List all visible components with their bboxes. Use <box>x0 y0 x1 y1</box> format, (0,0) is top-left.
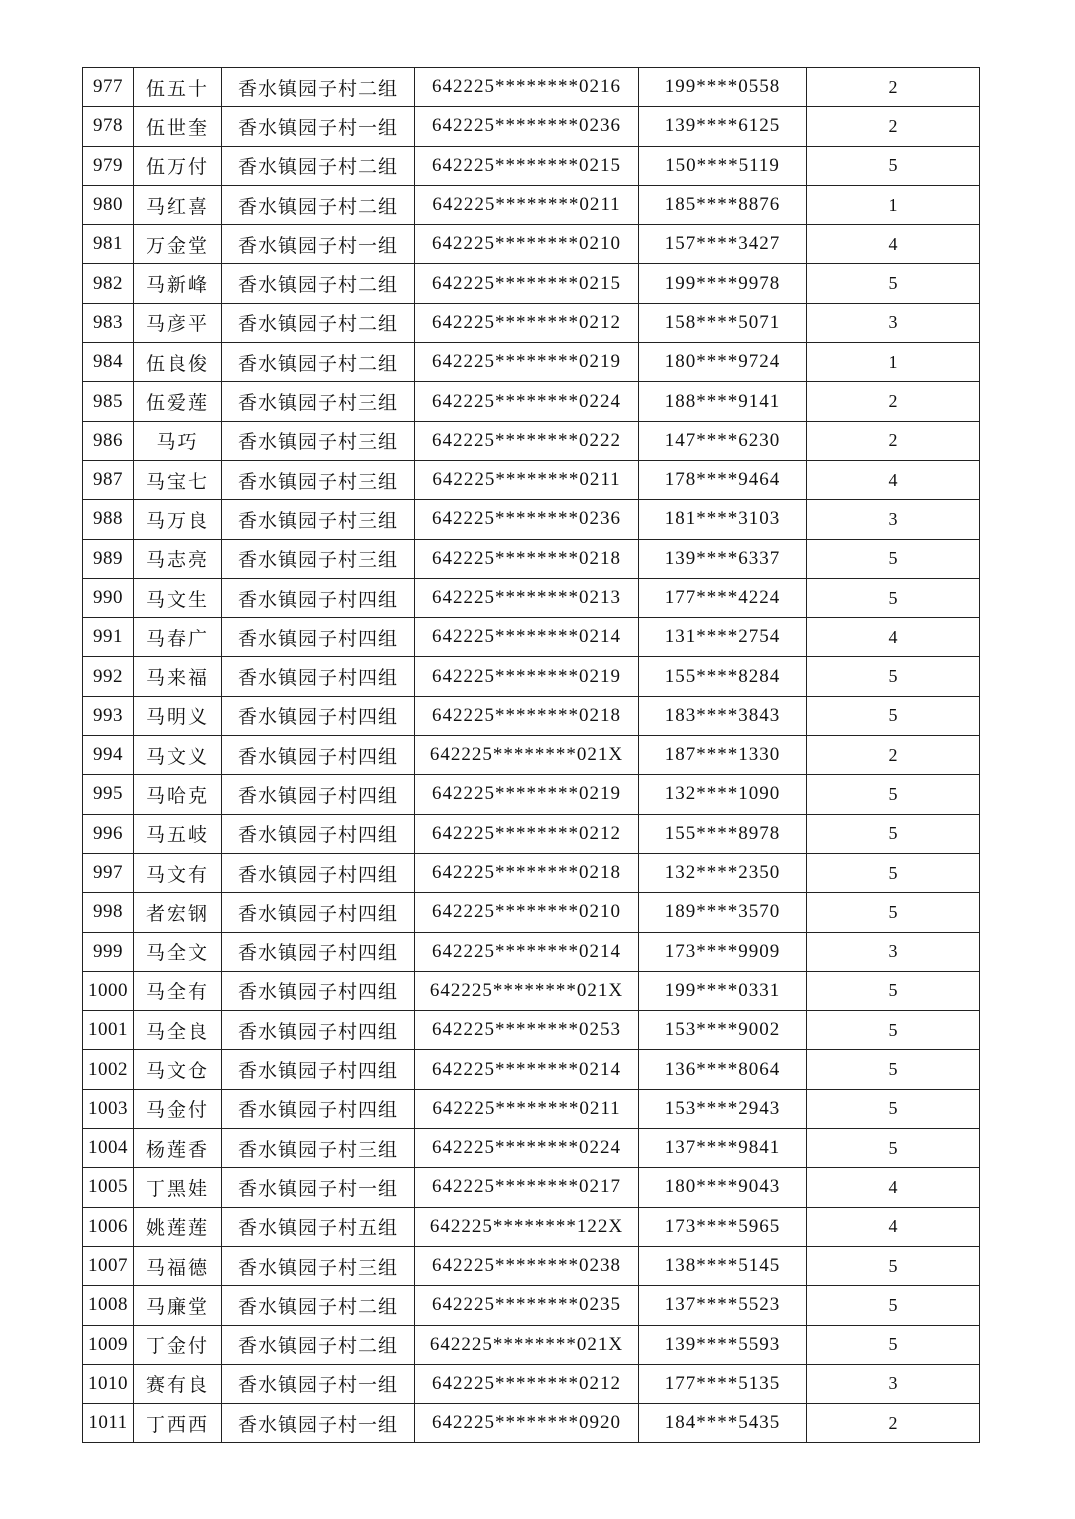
address: 香水镇园子村四组 <box>222 932 415 971</box>
id-number: 642225********0236 <box>415 500 639 539</box>
household-count: 5 <box>807 775 980 814</box>
id-number: 642225********0210 <box>415 225 639 264</box>
household-count: 5 <box>807 853 980 892</box>
row-number: 987 <box>83 460 134 499</box>
id-number: 642225********0219 <box>415 775 639 814</box>
address: 香水镇园子村三组 <box>222 1246 415 1285</box>
household-count: 2 <box>807 1404 980 1443</box>
row-number: 983 <box>83 303 134 342</box>
phone-number: 131****2754 <box>639 618 807 657</box>
address: 香水镇园子村四组 <box>222 1011 415 1050</box>
address: 香水镇园子村五组 <box>222 1207 415 1246</box>
id-number: 642225********0224 <box>415 382 639 421</box>
person-name: 伍爱莲 <box>134 382 222 421</box>
table-row <box>83 107 980 146</box>
id-number: 642225********0216 <box>415 68 639 107</box>
phone-number: 139****6125 <box>639 107 807 146</box>
person-name: 马金付 <box>134 1089 222 1128</box>
row-number: 988 <box>83 500 134 539</box>
id-number: 642225********021X <box>415 971 639 1010</box>
address: 香水镇园子村三组 <box>222 539 415 578</box>
phone-number: 178****9464 <box>639 460 807 499</box>
id-number: 642225********0213 <box>415 578 639 617</box>
table-row <box>83 1129 980 1168</box>
household-count: 5 <box>807 1246 980 1285</box>
address: 香水镇园子村一组 <box>222 107 415 146</box>
household-count: 5 <box>807 657 980 696</box>
household-count: 5 <box>807 578 980 617</box>
phone-number: 155****8978 <box>639 814 807 853</box>
address: 香水镇园子村二组 <box>222 185 415 224</box>
address: 香水镇园子村四组 <box>222 1089 415 1128</box>
phone-number: 155****8284 <box>639 657 807 696</box>
household-count: 2 <box>807 421 980 460</box>
table-row <box>83 303 980 342</box>
address: 香水镇园子村一组 <box>222 1404 415 1443</box>
address: 香水镇园子村四组 <box>222 696 415 735</box>
household-count: 5 <box>807 264 980 303</box>
person-name: 马廉堂 <box>134 1286 222 1325</box>
table-row <box>83 893 980 932</box>
person-name: 马宝七 <box>134 460 222 499</box>
address: 香水镇园子村一组 <box>222 1168 415 1207</box>
address: 香水镇园子村四组 <box>222 814 415 853</box>
person-name: 马文仓 <box>134 1050 222 1089</box>
row-number: 995 <box>83 775 134 814</box>
row-number: 993 <box>83 696 134 735</box>
table-row <box>83 1364 980 1403</box>
household-count: 5 <box>807 893 980 932</box>
row-number: 979 <box>83 146 134 185</box>
row-number: 1008 <box>83 1286 134 1325</box>
address: 香水镇园子村四组 <box>222 736 415 775</box>
table-row <box>83 146 980 185</box>
row-number: 989 <box>83 539 134 578</box>
table-row <box>83 264 980 303</box>
address: 香水镇园子村二组 <box>222 1325 415 1364</box>
household-count: 5 <box>807 146 980 185</box>
id-number: 642225********0224 <box>415 1129 639 1168</box>
address: 香水镇园子村四组 <box>222 893 415 932</box>
address: 香水镇园子村三组 <box>222 421 415 460</box>
address: 香水镇园子村四组 <box>222 578 415 617</box>
phone-number: 189****3570 <box>639 893 807 932</box>
table-row <box>83 1404 980 1443</box>
id-number: 642225********0920 <box>415 1404 639 1443</box>
household-count: 5 <box>807 971 980 1010</box>
table-row <box>83 68 980 107</box>
person-name: 马万良 <box>134 500 222 539</box>
address: 香水镇园子村二组 <box>222 146 415 185</box>
id-number: 642225********0210 <box>415 893 639 932</box>
table-row <box>83 185 980 224</box>
person-name: 者宏钢 <box>134 893 222 932</box>
person-name: 马彦平 <box>134 303 222 342</box>
row-number: 986 <box>83 421 134 460</box>
row-number: 984 <box>83 343 134 382</box>
row-number: 982 <box>83 264 134 303</box>
address: 香水镇园子村三组 <box>222 500 415 539</box>
row-number: 981 <box>83 225 134 264</box>
person-name: 马全良 <box>134 1011 222 1050</box>
address: 香水镇园子村四组 <box>222 657 415 696</box>
phone-number: 137****9841 <box>639 1129 807 1168</box>
id-number: 642225********0217 <box>415 1168 639 1207</box>
id-number: 642225********0219 <box>415 343 639 382</box>
row-number: 980 <box>83 185 134 224</box>
household-count: 4 <box>807 1168 980 1207</box>
id-number: 642225********0253 <box>415 1011 639 1050</box>
phone-number: 132****2350 <box>639 853 807 892</box>
phone-number: 139****6337 <box>639 539 807 578</box>
phone-number: 180****9724 <box>639 343 807 382</box>
phone-number: 199****0558 <box>639 68 807 107</box>
id-number: 642225********0218 <box>415 539 639 578</box>
phone-number: 153****2943 <box>639 1089 807 1128</box>
row-number: 1010 <box>83 1364 134 1403</box>
household-count: 5 <box>807 814 980 853</box>
household-count: 3 <box>807 932 980 971</box>
table-row <box>83 1168 980 1207</box>
row-number: 991 <box>83 618 134 657</box>
id-number: 642225********0218 <box>415 853 639 892</box>
person-name: 马红喜 <box>134 185 222 224</box>
person-name: 马全文 <box>134 932 222 971</box>
phone-number: 136****8064 <box>639 1050 807 1089</box>
household-count: 5 <box>807 696 980 735</box>
phone-number: 132****1090 <box>639 775 807 814</box>
person-name: 万金堂 <box>134 225 222 264</box>
phone-number: 183****3843 <box>639 696 807 735</box>
address: 香水镇园子村二组 <box>222 1286 415 1325</box>
household-count: 5 <box>807 1286 980 1325</box>
person-name: 伍万付 <box>134 146 222 185</box>
table-row <box>83 343 980 382</box>
id-number: 642225********0215 <box>415 264 639 303</box>
person-name: 马春广 <box>134 618 222 657</box>
row-number: 996 <box>83 814 134 853</box>
address: 香水镇园子村二组 <box>222 68 415 107</box>
row-number: 1007 <box>83 1246 134 1285</box>
id-number: 642225********122X <box>415 1207 639 1246</box>
id-number: 642225********0211 <box>415 1089 639 1128</box>
id-number: 642225********0211 <box>415 185 639 224</box>
phone-number: 177****4224 <box>639 578 807 617</box>
person-name: 马文义 <box>134 736 222 775</box>
table-row <box>83 1207 980 1246</box>
person-name: 赛有良 <box>134 1364 222 1403</box>
phone-number: 173****9909 <box>639 932 807 971</box>
address: 香水镇园子村一组 <box>222 225 415 264</box>
address: 香水镇园子村四组 <box>222 853 415 892</box>
person-name: 丁金付 <box>134 1325 222 1364</box>
id-number: 642225********0215 <box>415 146 639 185</box>
person-name: 马福德 <box>134 1246 222 1285</box>
row-number: 1002 <box>83 1050 134 1089</box>
household-count: 5 <box>807 1089 980 1128</box>
household-count: 4 <box>807 618 980 657</box>
table-row <box>83 971 980 1010</box>
table-row <box>83 225 980 264</box>
row-number: 1004 <box>83 1129 134 1168</box>
household-count: 1 <box>807 343 980 382</box>
phone-number: 181****3103 <box>639 500 807 539</box>
table-row <box>83 460 980 499</box>
id-number: 642225********0238 <box>415 1246 639 1285</box>
person-name: 马巧 <box>134 421 222 460</box>
row-number: 1006 <box>83 1207 134 1246</box>
phone-number: 180****9043 <box>639 1168 807 1207</box>
address: 香水镇园子村三组 <box>222 382 415 421</box>
table-row <box>83 1050 980 1089</box>
row-number: 999 <box>83 932 134 971</box>
id-number: 642225********021X <box>415 736 639 775</box>
household-count: 2 <box>807 68 980 107</box>
phone-number: 188****9141 <box>639 382 807 421</box>
person-name: 杨莲香 <box>134 1129 222 1168</box>
household-count: 5 <box>807 539 980 578</box>
id-number: 642225********0211 <box>415 460 639 499</box>
row-number: 985 <box>83 382 134 421</box>
person-name: 马哈克 <box>134 775 222 814</box>
table-row <box>83 1286 980 1325</box>
row-number: 1009 <box>83 1325 134 1364</box>
household-count: 4 <box>807 1207 980 1246</box>
row-number: 1001 <box>83 1011 134 1050</box>
address: 香水镇园子村四组 <box>222 775 415 814</box>
table-row <box>83 500 980 539</box>
row-number: 1000 <box>83 971 134 1010</box>
household-count: 3 <box>807 303 980 342</box>
household-count: 4 <box>807 225 980 264</box>
phone-number: 157****3427 <box>639 225 807 264</box>
row-number: 977 <box>83 68 134 107</box>
id-number: 642225********0219 <box>415 657 639 696</box>
id-number: 642225********0212 <box>415 303 639 342</box>
phone-number: 139****5593 <box>639 1325 807 1364</box>
table-row <box>83 736 980 775</box>
household-count: 5 <box>807 1325 980 1364</box>
phone-number: 187****1330 <box>639 736 807 775</box>
table-row <box>83 657 980 696</box>
phone-number: 158****5071 <box>639 303 807 342</box>
household-count: 2 <box>807 107 980 146</box>
row-number: 990 <box>83 578 134 617</box>
person-name: 马新峰 <box>134 264 222 303</box>
phone-number: 137****5523 <box>639 1286 807 1325</box>
person-name: 姚莲莲 <box>134 1207 222 1246</box>
phone-number: 199****9978 <box>639 264 807 303</box>
id-number: 642225********0212 <box>415 1364 639 1403</box>
household-count: 2 <box>807 382 980 421</box>
id-number: 642225********0236 <box>415 107 639 146</box>
address: 香水镇园子村四组 <box>222 1050 415 1089</box>
phone-number: 185****8876 <box>639 185 807 224</box>
phone-number: 177****5135 <box>639 1364 807 1403</box>
table-row <box>83 775 980 814</box>
table-row <box>83 1011 980 1050</box>
row-number: 998 <box>83 893 134 932</box>
table-row <box>83 932 980 971</box>
table-row <box>83 578 980 617</box>
phone-number: 184****5435 <box>639 1404 807 1443</box>
household-count: 4 <box>807 460 980 499</box>
household-count: 3 <box>807 1364 980 1403</box>
phone-number: 153****9002 <box>639 1011 807 1050</box>
address: 香水镇园子村四组 <box>222 971 415 1010</box>
household-count: 3 <box>807 500 980 539</box>
address: 香水镇园子村二组 <box>222 264 415 303</box>
table-row <box>83 1325 980 1364</box>
id-number: 642225********0212 <box>415 814 639 853</box>
id-number: 642225********0222 <box>415 421 639 460</box>
id-number: 642225********021X <box>415 1325 639 1364</box>
table-row <box>83 539 980 578</box>
household-count: 5 <box>807 1011 980 1050</box>
person-name: 马来福 <box>134 657 222 696</box>
table-row <box>83 421 980 460</box>
address: 香水镇园子村三组 <box>222 1129 415 1168</box>
phone-number: 199****0331 <box>639 971 807 1010</box>
roster-table <box>82 67 980 1443</box>
household-count: 2 <box>807 736 980 775</box>
person-name: 马文有 <box>134 853 222 892</box>
row-number: 1003 <box>83 1089 134 1128</box>
person-name: 伍世奎 <box>134 107 222 146</box>
person-name: 马全有 <box>134 971 222 1010</box>
address: 香水镇园子村三组 <box>222 460 415 499</box>
person-name: 丁西西 <box>134 1404 222 1443</box>
address: 香水镇园子村二组 <box>222 343 415 382</box>
person-name: 马文生 <box>134 578 222 617</box>
row-number: 992 <box>83 657 134 696</box>
row-number: 997 <box>83 853 134 892</box>
row-number: 994 <box>83 736 134 775</box>
person-name: 丁黑娃 <box>134 1168 222 1207</box>
table-row <box>83 382 980 421</box>
address: 香水镇园子村四组 <box>222 618 415 657</box>
table-row <box>83 696 980 735</box>
table-row <box>83 1089 980 1128</box>
household-count: 5 <box>807 1050 980 1089</box>
roster-table-body <box>83 68 980 1443</box>
household-count: 5 <box>807 1129 980 1168</box>
table-row <box>83 1246 980 1285</box>
person-name: 马明义 <box>134 696 222 735</box>
phone-number: 138****5145 <box>639 1246 807 1285</box>
person-name: 伍五十 <box>134 68 222 107</box>
person-name: 伍良俊 <box>134 343 222 382</box>
phone-number: 147****6230 <box>639 421 807 460</box>
table-row <box>83 618 980 657</box>
person-name: 马志亮 <box>134 539 222 578</box>
id-number: 642225********0214 <box>415 932 639 971</box>
id-number: 642225********0218 <box>415 696 639 735</box>
id-number: 642225********0214 <box>415 618 639 657</box>
id-number: 642225********0235 <box>415 1286 639 1325</box>
id-number: 642225********0214 <box>415 1050 639 1089</box>
household-count: 1 <box>807 185 980 224</box>
row-number: 1005 <box>83 1168 134 1207</box>
person-name: 马五岐 <box>134 814 222 853</box>
row-number: 1011 <box>83 1404 134 1443</box>
row-number: 978 <box>83 107 134 146</box>
address: 香水镇园子村一组 <box>222 1364 415 1403</box>
table-row <box>83 814 980 853</box>
phone-number: 150****5119 <box>639 146 807 185</box>
table-row <box>83 853 980 892</box>
address: 香水镇园子村二组 <box>222 303 415 342</box>
phone-number: 173****5965 <box>639 1207 807 1246</box>
